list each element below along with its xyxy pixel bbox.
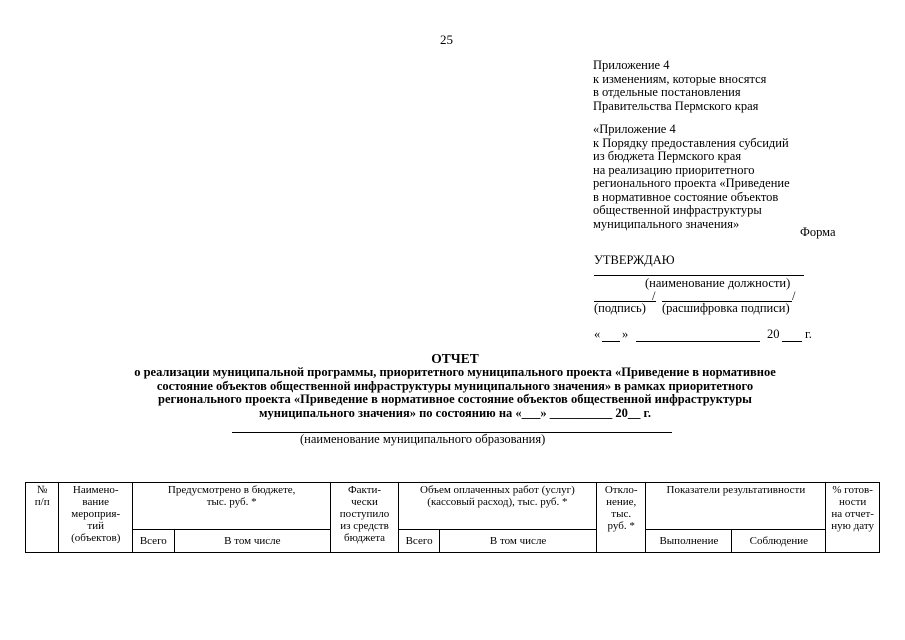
sub-including-budget: В том числе	[174, 530, 331, 553]
approve-title: УТВЕРЖДАЮ	[594, 253, 675, 267]
report-title: ОТЧЕТ	[431, 351, 479, 366]
col-readiness-header: % готов- ности на отчет- ную дату	[826, 483, 880, 553]
sub-total-paid: Всего	[398, 530, 439, 553]
date-open-quote: «	[594, 327, 601, 341]
report-subtitle: о реализации муниципальной программы, приоритетного муниципального проекта «Приведение в нормативное состояние объектов общественной инфраструктуры муниципального значения» в рамках приоритетного регионального проекта «Приведение в нормативное состояние объектов общественной инфраструктуры муниципального значения» по состоянию на «___» __________ 20__ г.	[134, 365, 776, 420]
col-number-header: № п/п	[26, 483, 59, 553]
col-name-header: Наимено- вание мероприя- тий (объектов)	[59, 483, 133, 553]
sub-compliance: Соблюдение	[732, 530, 826, 553]
report-table	[25, 482, 880, 553]
position-caption: (наименование должности)	[645, 276, 791, 290]
col-deviation-header: Откло- нение, тыс. руб. *	[596, 483, 646, 553]
date-close-quote: »	[622, 327, 629, 341]
appendix-order-header: «Приложение 4 к Порядку предоставления субсидий из бюджета Пермского края на реализацию приоритетного регионального проекта «Приведение в нормативное состояние объектов общественной инфраструктуры муниципального значения»	[593, 122, 790, 231]
date-month-line	[636, 341, 760, 342]
col-indicators-header: Показатели результативности	[646, 483, 826, 530]
date-year-line	[782, 341, 802, 342]
col-paid-header: Объем оплаченных работ (услуг) (кассовый расход), тыс. руб. *	[398, 483, 596, 530]
decoding-slash: /	[792, 289, 796, 303]
sub-including-paid: В том числе	[440, 530, 597, 553]
appendix-header: Приложение 4 к изменениям, которые вносятся в отдельные постановления Правительства Пермского края	[593, 58, 767, 113]
form-label: Форма	[800, 225, 836, 239]
sub-total-budget: Всего	[133, 530, 174, 553]
date-year-prefix: 20	[767, 327, 780, 341]
page-number: 25	[440, 32, 453, 47]
table-subheader-row	[26, 530, 880, 553]
date-day-line	[602, 341, 620, 342]
decoding-caption: (расшифровка подписи)	[662, 301, 790, 315]
signature-slash: /	[652, 289, 656, 303]
date-year-suffix: г.	[805, 327, 812, 341]
col-budget-header: Предусмотрено в бюджете, тыс. руб. *	[133, 483, 331, 530]
sub-execution: Выполнение	[646, 530, 732, 553]
signature-caption: (подпись)	[594, 301, 646, 315]
municipality-caption: (наименование муниципального образования)	[300, 432, 546, 446]
table-header-row	[26, 483, 880, 530]
col-actual-header: Факти- чески поступило из средств бюджета	[331, 483, 399, 553]
